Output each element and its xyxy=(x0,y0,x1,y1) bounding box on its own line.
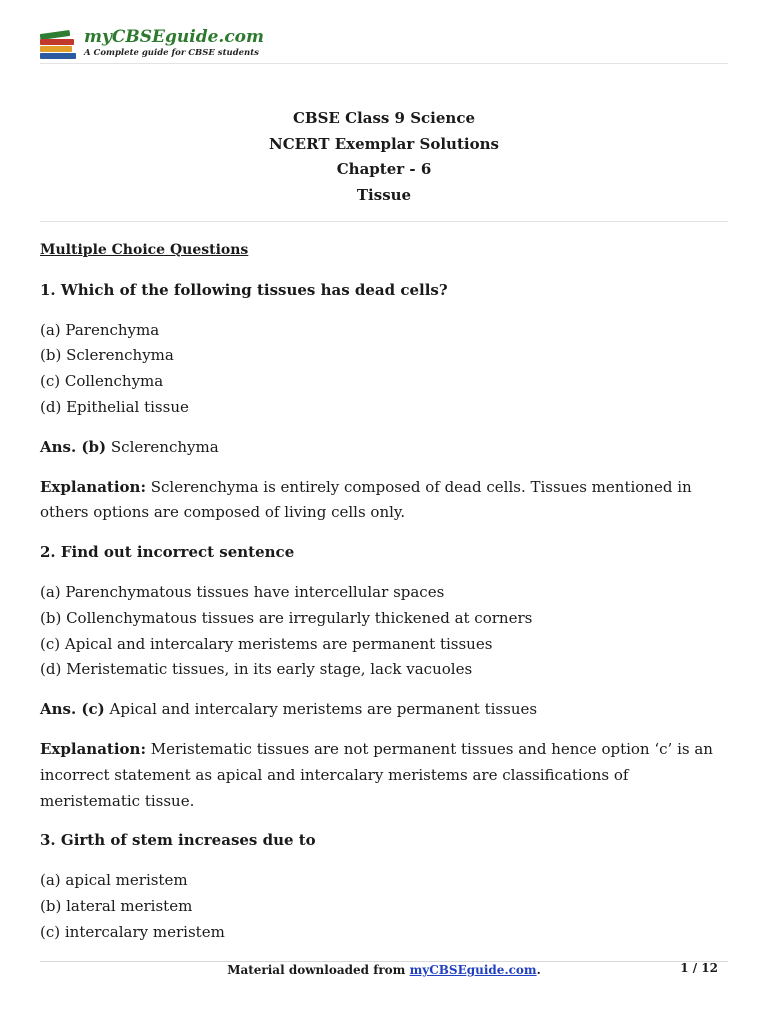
explanation-1 xyxy=(40,475,730,527)
site-logo[interactable] xyxy=(40,26,264,60)
logo-brand: myCBSEguide.com xyxy=(84,26,265,47)
title-divider xyxy=(40,221,728,222)
option: (c) Collenchyma xyxy=(40,372,164,391)
footer-link[interactable]: myCBSEguide.com xyxy=(409,963,537,977)
answer-label: Ans. (c) xyxy=(40,700,105,719)
option: (d) Epithelial tissue xyxy=(40,397,189,416)
page-footer xyxy=(40,963,728,977)
title-line-1: CBSE Class 9 Science xyxy=(292,109,476,127)
option: (c) intercalary meristem xyxy=(40,922,225,941)
option: (b) Sclerenchyma xyxy=(40,346,174,365)
footer-prefix: Material downloaded from xyxy=(227,963,410,977)
explanation-label: Explanation: xyxy=(40,739,146,758)
section-heading: Multiple Choice Questions xyxy=(40,242,249,258)
question-3: 3. Girth of stem increases due to xyxy=(40,831,316,850)
title-line-2: NCERT Exemplar Solutions xyxy=(269,134,499,153)
question-1-options xyxy=(40,318,730,421)
option: (a) apical meristem xyxy=(40,871,188,890)
document-title xyxy=(40,106,728,208)
answer-1 xyxy=(40,435,730,461)
page-header xyxy=(40,26,728,60)
option: (c) Apical and intercalary meristems are permanent tissues xyxy=(40,634,493,653)
question-3-options xyxy=(40,868,730,945)
option: (b) lateral meristem xyxy=(40,896,193,915)
option: (a) Parenchymatous tissues have intercellular spaces xyxy=(40,582,445,601)
question-2: 2. Find out incorrect sentence xyxy=(40,543,295,562)
option: (a) Parenchyma xyxy=(40,320,160,339)
books-logo-icon xyxy=(40,28,80,58)
title-line-3: Chapter - 6 xyxy=(336,160,432,178)
option: (b) Collenchymatous tissues are irregularly thickened at corners xyxy=(40,608,533,627)
answer-text: Sclerenchyma xyxy=(106,437,219,456)
explanation-2 xyxy=(40,737,730,814)
option: (d) Meristematic tissues, in its early stage, lack vacuoles xyxy=(40,660,473,679)
question-2-options xyxy=(40,580,730,683)
answer-2 xyxy=(40,697,730,723)
document-body xyxy=(40,238,730,960)
header-divider xyxy=(40,63,728,64)
page-number: 1 / 12 xyxy=(680,961,718,975)
explanation-text: Meristematic tissues are not permanent tissues and hence option ‘c’ is an incorrect statement as apical and intercalary meristems are classifications of meristematic tissue. xyxy=(40,739,713,810)
footer-divider xyxy=(40,961,728,962)
title-line-4: Tissue xyxy=(356,185,412,204)
answer-label: Ans. (b) xyxy=(40,437,107,456)
explanation-text: Sclerenchyma is entirely composed of dead cells. Tissues mentioned in others options are composed of living cells only. xyxy=(40,477,692,522)
footer-suffix: . xyxy=(536,963,541,977)
logo-tagline: A Complete guide for CBSE students xyxy=(84,47,259,58)
explanation-label: Explanation: xyxy=(40,477,146,496)
question-1: 1. Which of the following tissues has dead cells? xyxy=(40,280,448,299)
answer-text: Apical and intercalary meristems are permanent tissues xyxy=(104,700,538,719)
